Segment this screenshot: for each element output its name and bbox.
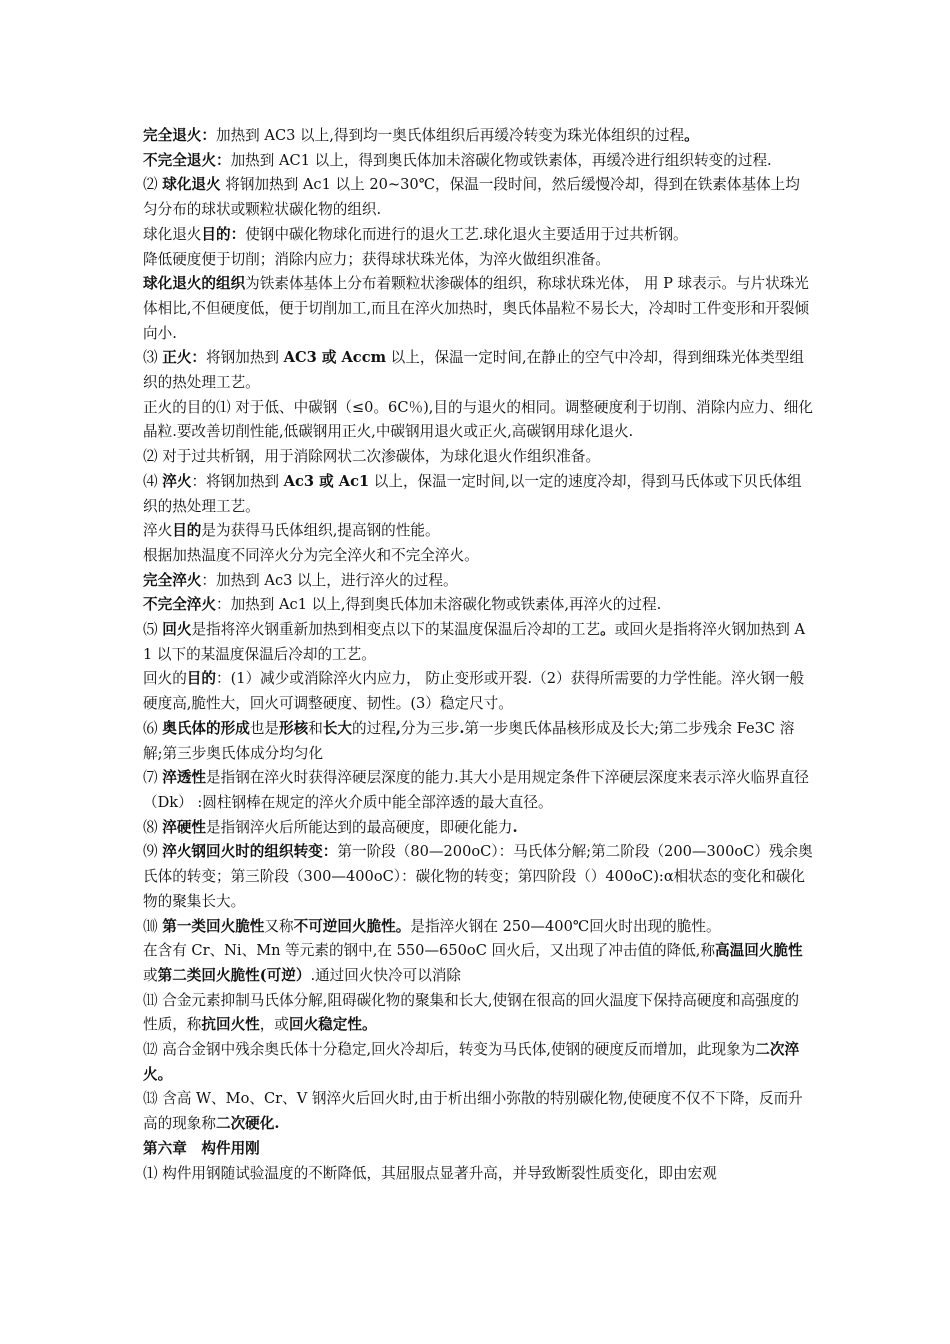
bold-text-run: 二次淬火。 — [143, 1041, 800, 1083]
text-run: ⑹ — [143, 719, 163, 737]
text-run: 为铁素体基体上分布着颗粒状渗碳体的组织，称球状珠光体， 用 P 球表示。与片状珠光体相比,不但硬度低，便于切削加工,而且在淬火加热时，奥氏体晶粒不易长大，冷却时工件变形和开裂倾向小. — [143, 275, 810, 342]
text-run: ：加热到 Ac1 以上,得到奥氏体加未溶碳化物或铁素体,再淬火的过程. — [215, 596, 662, 614]
paragraph — [143, 544, 813, 569]
paragraph — [143, 1137, 813, 1162]
bold-text-run: 。 — [684, 127, 699, 144]
text-run: .通过回火快冷可以消除 — [310, 966, 462, 984]
text-run: 球化退火 — [143, 225, 202, 243]
text-run: ：加热到 Ac3 以上，进行淬火的过程。 — [201, 571, 458, 589]
bold-text-run: 第六章 构件用刚 — [143, 1139, 260, 1157]
paragraph — [143, 618, 813, 667]
text-run: 分为三步 — [400, 719, 460, 737]
text-run: 加热到 AC3 以上,得到均一奥氏体组织后再缓冷转变为珠光体组织的过程 — [215, 127, 685, 144]
text-run: 又称 — [264, 917, 294, 935]
text-run: 加热到 AC1 以上，得到奥氏体加未溶碳化物或铁素体，再缓冷进行组织转变的过程. — [230, 151, 772, 169]
paragraph — [143, 1162, 813, 1187]
bold-text-run: 第一类回火脆性 — [162, 917, 265, 935]
text-run: 使钢中碳化物球化而进行的退火工艺.球化退火主要适用于过共析钢。 — [245, 225, 688, 243]
bold-text-run: 奥氏体的形成 — [162, 719, 250, 737]
paragraph — [143, 396, 813, 445]
text-run: ，或 — [259, 1016, 289, 1034]
text-run: 以上，保温一定时间,以一定的速度冷却，得到马氏体或下贝氏体组织的热处理工艺。 — [143, 472, 802, 515]
text-run: 是指钢淬火后所能达到的最高硬度，即硬化能力 — [206, 818, 513, 836]
bold-text-run: 。 — [600, 621, 615, 639]
text-run: ⑿ 高合金钢中残余奥氏体十分稳定,回火冷却后，转变为马氏体,使钢的硬度反而增加，此现象为 — [143, 1041, 756, 1059]
text-run: ⒀ 含高 W、Mo、Cr、V 钢淬火后回火时,由于析出细小弥散的特别碳化物,使硬度不仅不下降，反而升高的现象称 — [143, 1090, 803, 1133]
bold-text-run: . — [459, 719, 465, 737]
bold-text-run: 目的： — [201, 225, 246, 243]
bold-text-run: 回火 — [162, 621, 192, 639]
bold-text-run: 不完全退火： — [143, 151, 231, 169]
text-run: ⑶ — [143, 349, 163, 367]
text-run: 在含有 Cr、Ni、Mn 等元素的钢中,在 550—650oC 回火后，又出现了冲击值的降低,称 — [143, 942, 716, 960]
bold-text-run: 不完全淬火 — [143, 596, 216, 614]
bold-text-run: 抗回火性 — [201, 1016, 260, 1034]
text-run: 和 — [308, 719, 323, 737]
paragraph — [143, 272, 813, 346]
text-run: 降低硬度便于切削；消除内应力；获得球状珠光体，为淬火做组织准备。 — [143, 250, 611, 268]
paragraph — [143, 149, 813, 174]
paragraph — [143, 766, 813, 815]
text-run: ：(1）减少或消除淬火内应力， 防止变形或开裂.（2）获得所需要的力学性能。淬火钢一般硬度高,脆性大，回火可调整硬度、韧性。(3）稳定尺寸。 — [143, 670, 805, 713]
text-run: 或回火是指将淬火钢加热到 A1 以下的某温度保温后冷却的工艺。 — [143, 621, 805, 663]
bold-text-run: . — [512, 818, 518, 836]
text-run: 的过程 — [352, 719, 396, 737]
text-run: 是指将淬火钢重新加热到相变点以下的某温度保温后冷却的工艺 — [191, 621, 601, 639]
bold-text-run: 长大 — [322, 719, 353, 737]
bold-text-run: 不可逆回火脆性。 — [293, 917, 411, 935]
text-run: 或 — [143, 966, 158, 984]
paragraph — [143, 939, 813, 988]
text-run: 第一阶段（80—200oC）：马氏体分解;第二阶段（200—300oC）残余奥氏体的转变；第三阶段（300—400oC）：碳化物的转变；第四阶段（）400oC):α相状态的变化和碳化物的聚集长大。 — [143, 843, 813, 910]
text-run: 将钢加热到 — [206, 349, 284, 367]
text-run: ⑸ — [143, 621, 163, 639]
text-run: ⑺ — [143, 769, 163, 787]
text-run: 淬火 — [143, 522, 173, 540]
paragraph — [143, 593, 813, 618]
text-run: ⑻ — [143, 818, 163, 836]
text-run: ⑼ — [143, 843, 163, 861]
paragraph — [143, 173, 813, 222]
bold-text-run: 球化退火的组织 — [143, 275, 246, 293]
paragraph — [143, 445, 813, 470]
text-run: 也是 — [249, 719, 280, 737]
text-run: ⑵ — [143, 176, 163, 194]
paragraph — [143, 816, 813, 841]
text-run: 回火的 — [143, 670, 187, 688]
bold-text-run: 第二类回火脆性(可逆） — [157, 966, 311, 984]
paragraph — [143, 569, 813, 594]
text-run: 将钢加热到 Ac1 以上 20~30℃，保温一段时间，然后缓慢冷却，得到在铁素体基体上均匀分布的球状或颗粒状碳化物的组织. — [143, 176, 800, 219]
text-run: ：将钢加热到 — [191, 472, 284, 490]
text-run: 以上，保温一定时间,在静止的空气中冷却，得到细珠光体类型组织的热处理工艺。 — [143, 349, 804, 392]
bold-text-run: 淬硬性 — [162, 818, 207, 836]
paragraph — [143, 346, 813, 395]
bold-text-run: 淬火 — [162, 472, 192, 490]
text-run: ⑷ — [143, 472, 163, 490]
bold-text-run: 完全退火： — [143, 127, 216, 144]
bold-text-run: AC3 或 Accm — [283, 349, 387, 367]
bold-text-run: 球化退火 — [162, 176, 221, 194]
bold-text-run: 高温回火脆性 — [715, 942, 803, 960]
text-run: 正火的目的⑴ 对于低、中碳钢（≤0。6C％),目的与退火的相同。调整硬度利于切削、消除内应力、细化晶粒.要改善切削性能,低碳钢用正火,中碳钢用退火或正火,高碳钢用球化退火. — [143, 398, 813, 441]
text-run: 根据加热温度不同淬火分为完全淬火和不完全淬火。 — [143, 546, 479, 564]
paragraph — [143, 915, 813, 940]
text-run: 第一步奥氏体晶核形成及长大;第二步残余 Fe3C 溶解;第三步奥氏体成分均匀化 — [143, 719, 795, 762]
bold-text-run: 目的 — [186, 670, 216, 688]
paragraph — [143, 223, 813, 248]
bold-text-run: , — [395, 719, 401, 737]
paragraph — [143, 717, 813, 766]
paragraph — [143, 519, 813, 544]
paragraph — [143, 840, 813, 914]
paragraph — [143, 1087, 813, 1136]
text-run: ⑽ — [143, 917, 163, 935]
text-run: ⑾ 合金元素抑制马氏体分解,阻碍碳化物的聚集和长大,使钢在很高的回火温度下保持高硬度和高强度的性质，称 — [143, 991, 800, 1034]
bold-text-run: 回火稳定性。 — [288, 1016, 377, 1034]
text-run: ⑵ 对于过共析钢，用于消除网状二次渗碳体，为球化退火作组织准备。 — [143, 448, 601, 466]
text-run: ⑴ 构件用钢随试验温度的不断降低，其屈服点显著升高，并导致断裂性质变化，即由宏观 — [143, 1164, 717, 1182]
paragraph — [143, 248, 813, 273]
paragraph — [143, 470, 813, 519]
bold-text-run: 形核 — [279, 719, 309, 737]
bold-text-run: 淬透性 — [162, 769, 207, 787]
bold-text-run: 淬火钢回火时的组织转变： — [162, 843, 338, 861]
bold-text-run: 正火： — [162, 349, 207, 367]
text-run: 是指钢在淬火时获得淬硬层深度的能力.其大小是用规定条件下淬硬层深度来表示淬火临界直径（Dk） :圆柱钢棒在规定的淬火介质中能全部淬透的最大直径。 — [143, 769, 810, 811]
paragraph — [143, 667, 813, 716]
paragraph — [143, 989, 813, 1038]
document-page — [143, 124, 813, 1186]
text-run: 是为获得马氏体组织,提高钢的性能。 — [201, 522, 440, 540]
bold-text-run: 完全淬火 — [143, 571, 202, 589]
bold-text-run: 二次硬化. — [215, 1115, 280, 1133]
paragraph — [143, 124, 813, 149]
paragraph — [143, 1038, 813, 1087]
bold-text-run: 目的 — [172, 522, 202, 540]
bold-text-run: Ac3 或 Ac1 — [283, 472, 370, 490]
text-run: 是指淬火钢在 250—400℃回火时出现的脆性。 — [410, 917, 721, 935]
